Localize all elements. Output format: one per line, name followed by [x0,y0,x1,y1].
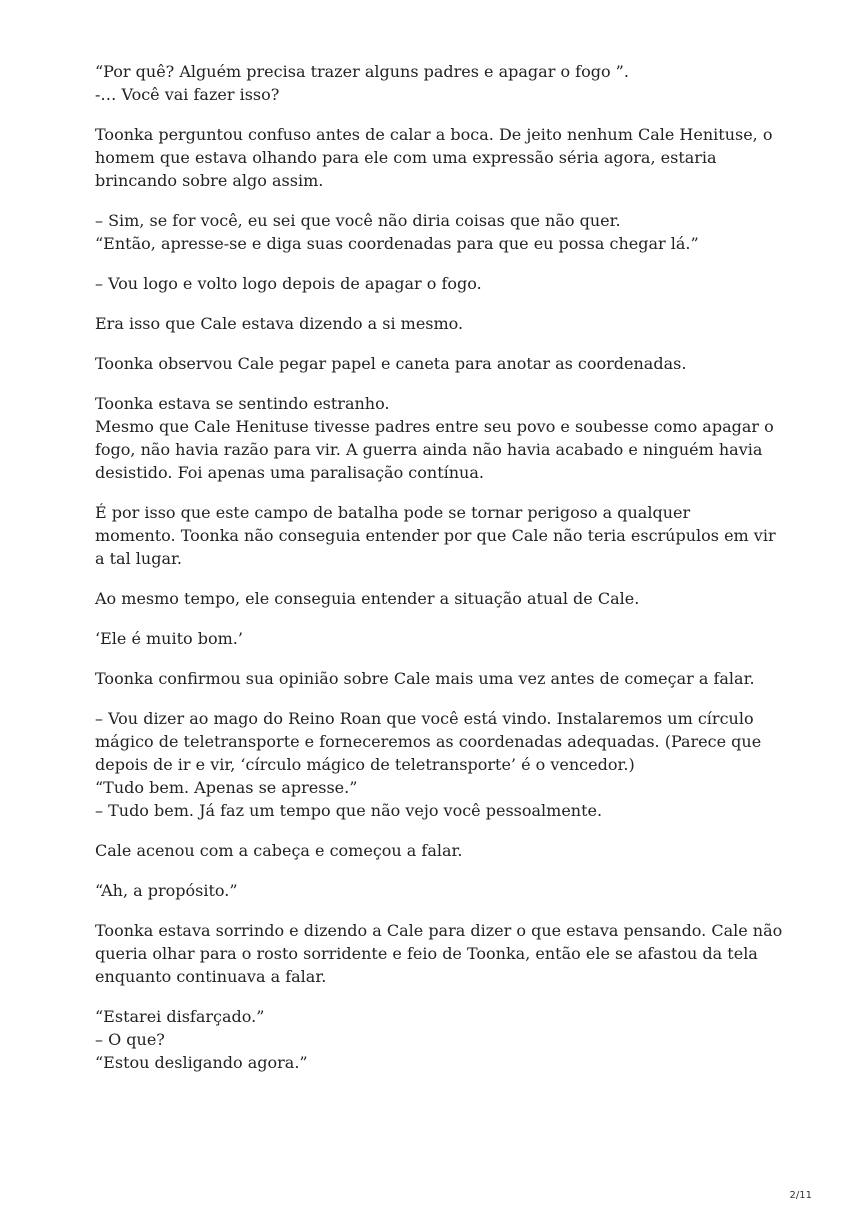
paragraph-15: Toonka estava sorrindo e dizendo a Cale para dizer o que estava pensando. Cale não queria olhar para o rosto sorridente e feio de Toonka, então ele se afastou da tela enquanto continuava a falar. [95,921,783,986]
paragraph-14: “Ah, a propósito.” [95,881,238,900]
paragraph-1: “Por quê? Alguém precisa trazer alguns padres e apagar o fogo ”. -… Você vai fazer isso? [95,62,629,104]
paragraph-5: Era isso que Cale estava dizendo a si mesmo. [95,314,464,333]
paragraph-6: Toonka observou Cale pegar papel e caneta para anotar as coordenadas. [95,354,687,373]
paragraph-4: – Vou logo e volto logo depois de apagar o fogo. [95,274,482,293]
paragraph-2: Toonka perguntou confuso antes de calar a boca. De jeito nenhum Cale Henituse, o homem que estava olhando para ele com uma expressão séria agora, estaria brincando sobre algo assim. [95,125,773,190]
paragraph-16: “Estarei disfarçado.” – O que? “Estou desligando agora.” [95,1007,308,1072]
paragraph-12: – Vou dizer ao mago do Reino Roan que você está vindo. Instalaremos um círculo mágico de teletransporte e forneceremos as coordenadas adequadas. (Parece que depois de ir e vir, ‘círculo mágico de teletransporte’ é o vencedor.) “Tudo bem. Apenas se apresse.” – Tudo bem. Já faz um tempo que não vejo você pessoalmente. [95,709,762,820]
paragraph-3: – Sim, se for você, eu sei que você não diria coisas que não quer. “Então, apresse-se e diga suas coordenadas para que eu possa chegar lá.” [95,211,699,253]
paragraph-10: ‘Ele é muito bom.’ [95,629,243,648]
document-body [95,60,785,1091]
paragraph-7: Toonka estava se sentindo estranho. Mesmo que Cale Henituse tivesse padres entre seu povo e soubesse como apagar o fogo, não havia razão para vir. A guerra ainda não havia acabado e ninguém havia desistido. Foi apenas uma paralisação contínua. [95,394,774,482]
paragraph-9: Ao mesmo tempo, ele conseguia entender a situação atual de Cale. [95,589,640,608]
paragraph-13: Cale acenou com a cabeça e começou a falar. [95,841,463,860]
page-number: 2/11 [789,1190,812,1201]
paragraph-11: Toonka confirmou sua opinião sobre Cale mais uma vez antes de começar a falar. [95,669,755,688]
paragraph-8: É por isso que este campo de batalha pode se tornar perigoso a qualquer momento. Toonka não conseguia entender por que Cale não teria escrúpulos em vir a tal lugar. [95,503,776,568]
